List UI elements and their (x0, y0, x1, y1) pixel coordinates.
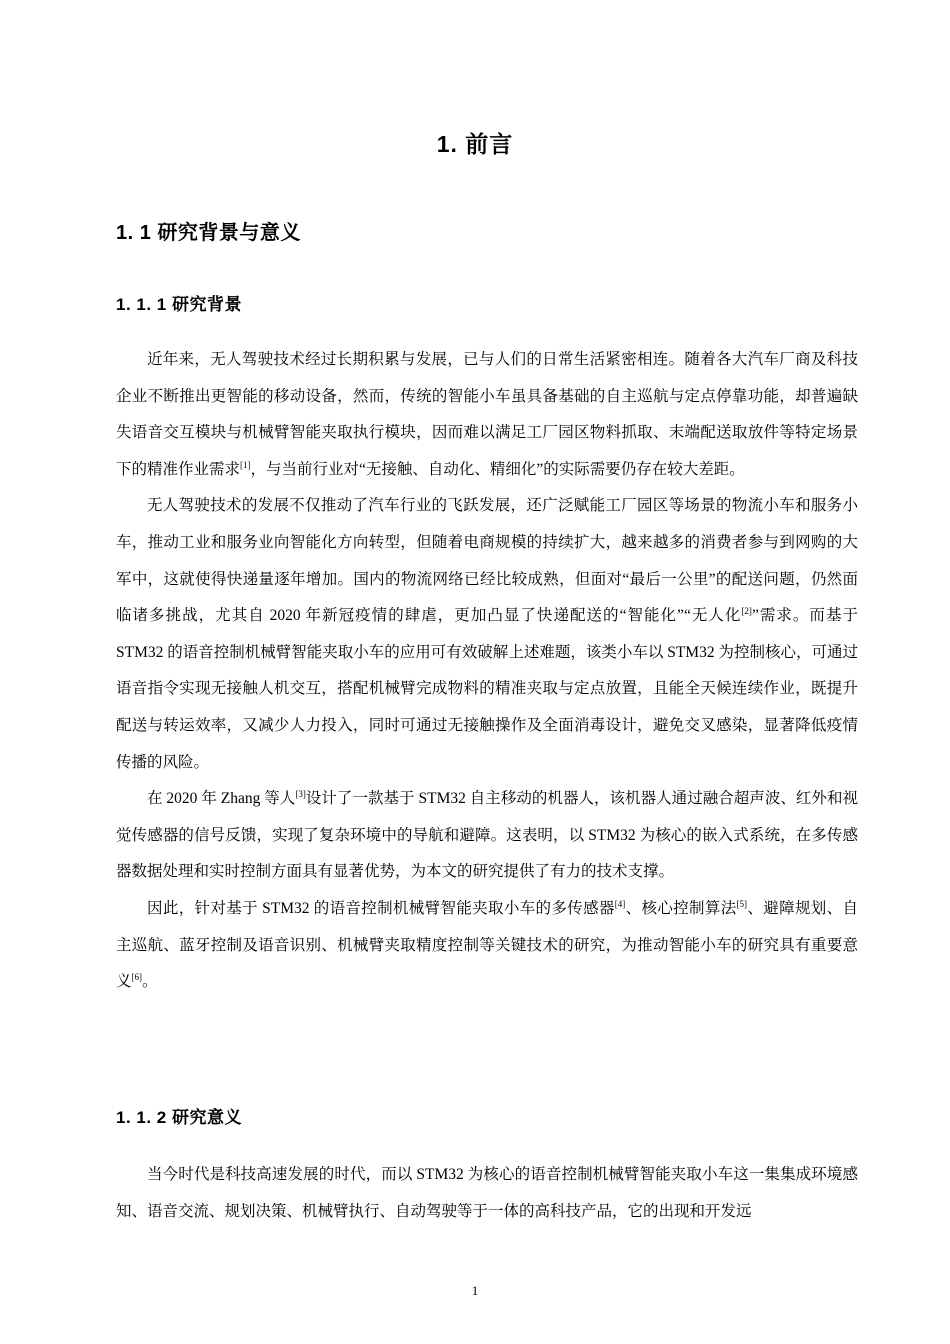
significance-body (116, 1157, 858, 1237)
paragraph-text: 、避障规划、自主巡航、蓝牙控制及语音识别、机械臂夹取精度控制等关键技术的研究，为推动智能小车的研究具有重要意义 (116, 899, 858, 991)
paragraph-text: 近年来，无人驾驶技术经过长期积累与发展，已与人们的日常生活紧密相连。随着各大汽车厂商及科技企业不断推出更智能的移动设备，然而，传统的智能小车虽具备基础的自主巡航与定点停靠功能，却普遍缺失语音交互模块与机械臂智能夹取执行模块，因而难以满足工厂园区物料抓取、末端配送取放件等特定场景下的精准作业需求 (116, 351, 858, 478)
subsection-heading-significance: 1. 1. 2 研究意义 (116, 1108, 242, 1127)
paragraph (116, 781, 858, 891)
paragraph (116, 342, 858, 488)
citation-ref[interactable]: [6] (131, 972, 143, 983)
citation-ref[interactable]: [2] (741, 606, 752, 617)
paragraph (116, 891, 858, 1001)
citation-ref[interactable]: [4] (614, 898, 626, 909)
paragraph-text: 因此，针对基于 STM32 的语音控制机械臂智能夹取小车的多传感器 (147, 899, 615, 917)
citation-ref[interactable]: [3] (295, 789, 306, 800)
background-body (116, 342, 858, 1001)
subsection-heading-background: 1. 1. 1 研究背景 (116, 295, 242, 314)
citation-ref[interactable]: [5] (736, 898, 748, 909)
paragraph-text: 在 2020 年 Zhang 等人 (147, 790, 296, 808)
paragraph-text: ，与当前行业对“无接触、自动化、精细化”的实际需要仍存在较大差距。 (250, 460, 745, 478)
paragraph-text: 。 (142, 973, 158, 991)
paragraph-text: 设计了一款基于 STM32 自主移动的机器人，该机器人通过融合超声波、红外和视觉传感器的信号反馈，实现了复杂环境中的导航和避障。这表明，以 STM32 为核心的嵌入式系统，在多传感器数据处理和实时控制方面具有显著优势，为本文的研究提供了有力的技术支撑。 (116, 790, 858, 881)
section-heading: 1. 1 研究背景与意义 (116, 222, 301, 244)
paragraph: 当今时代是科技高速发展的时代，而以 STM32 为核心的语音控制机械臂智能夹取小车这一集集成环境感知、语音交流、规划决策、机械臂执行、自动驾驶等于一体的高科技产品，它的出现和开发远 (116, 1166, 858, 1220)
chapter-title: 1. 前言 (436, 131, 514, 157)
paragraph-text: 、核心控制算法 (625, 899, 737, 917)
page-number: 1 (471, 1283, 479, 1298)
paragraph-text: ”需求。而基于 STM32 的语音控制机械臂智能夹取小车的应用可有效破解上述难题，该类小车以 STM32 为控制核心，可通过语音指令实现无接触人机交互，搭配机械臂完成物料的精准夹取与定点放置，且能全天候连续作业，既提升配送与转运效率，又减少人力投入，同时可通过无接触操作及全面消毒设计，避免交叉感染，显著降低疫情传播的风险。 (116, 607, 858, 771)
paragraph (116, 488, 858, 781)
citation-ref[interactable]: [1] (240, 459, 251, 470)
paragraph-text: 无人驾驶技术的发展不仅推动了汽车行业的飞跃发展，还广泛赋能工厂园区等场景的物流小车和服务小车，推动工业和服务业向智能化方向转型，但随着电商规模的持续扩大，越来越多的消费者参与到网购的大军中，这就使得快递量逐年增加。国内的物流网络已经比较成熟，但面对“最后一公里”的配送问题，仍然面临诸多挑战，尤其自 2020 年新冠疫情的肆虐，更加凸显了快递配送的“智能化”“无人化 (116, 497, 858, 625)
